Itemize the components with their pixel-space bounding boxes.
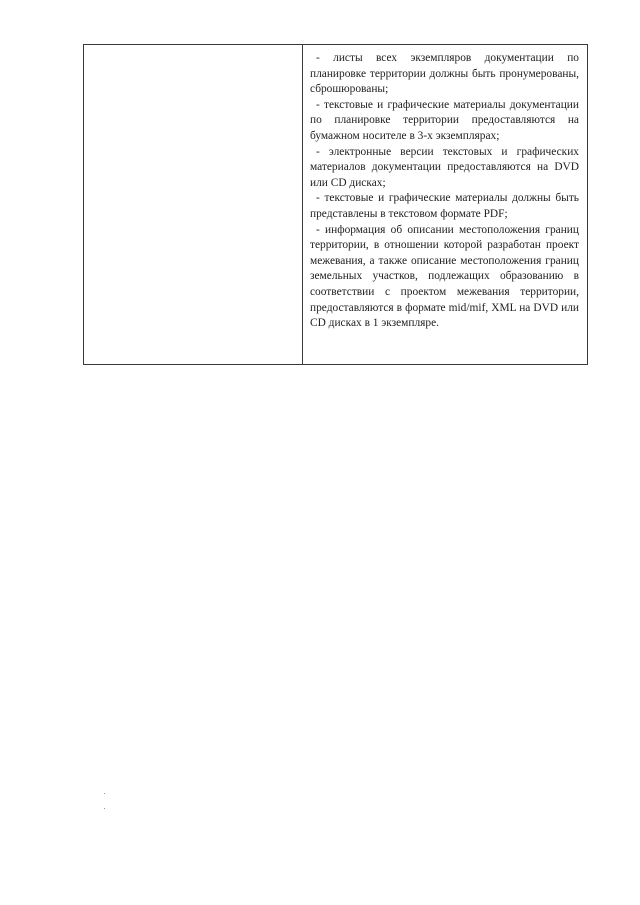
scan-speck (104, 808, 105, 809)
requirements-table (83, 44, 588, 365)
table-cell-left (84, 45, 303, 364)
requirement-paragraph-5: - информация об описании местоположения границ территории, в отношении которой разработан проект межевания, а также описание местоположения границ земельных участков, подлежащих образованию в соответствии с проектом межевания территории, предоставляются в формате mid/mif, XML на DVD или CD дисках в 1 экземпляре. (310, 223, 579, 330)
table-cell-right (303, 45, 587, 364)
scan-speck (104, 793, 105, 794)
requirement-paragraph-1: - листы всех экземпляров документации по планировке территории должны быть пронумерованы, сброшюрованы; (310, 52, 579, 96)
requirement-paragraph-3: - электронные версии текстовых и графических материалов документации предоставляются на DVD или CD дисках; (310, 145, 579, 189)
requirement-paragraph-2: - текстовые и графические материалы документации по планировке территории предоставляются на бумажном носителе в 3-х экземплярах; (310, 98, 579, 142)
requirement-paragraph-4: - текстовые и графические материалы должны быть представлены в текстовом формате PDF; (310, 192, 579, 220)
